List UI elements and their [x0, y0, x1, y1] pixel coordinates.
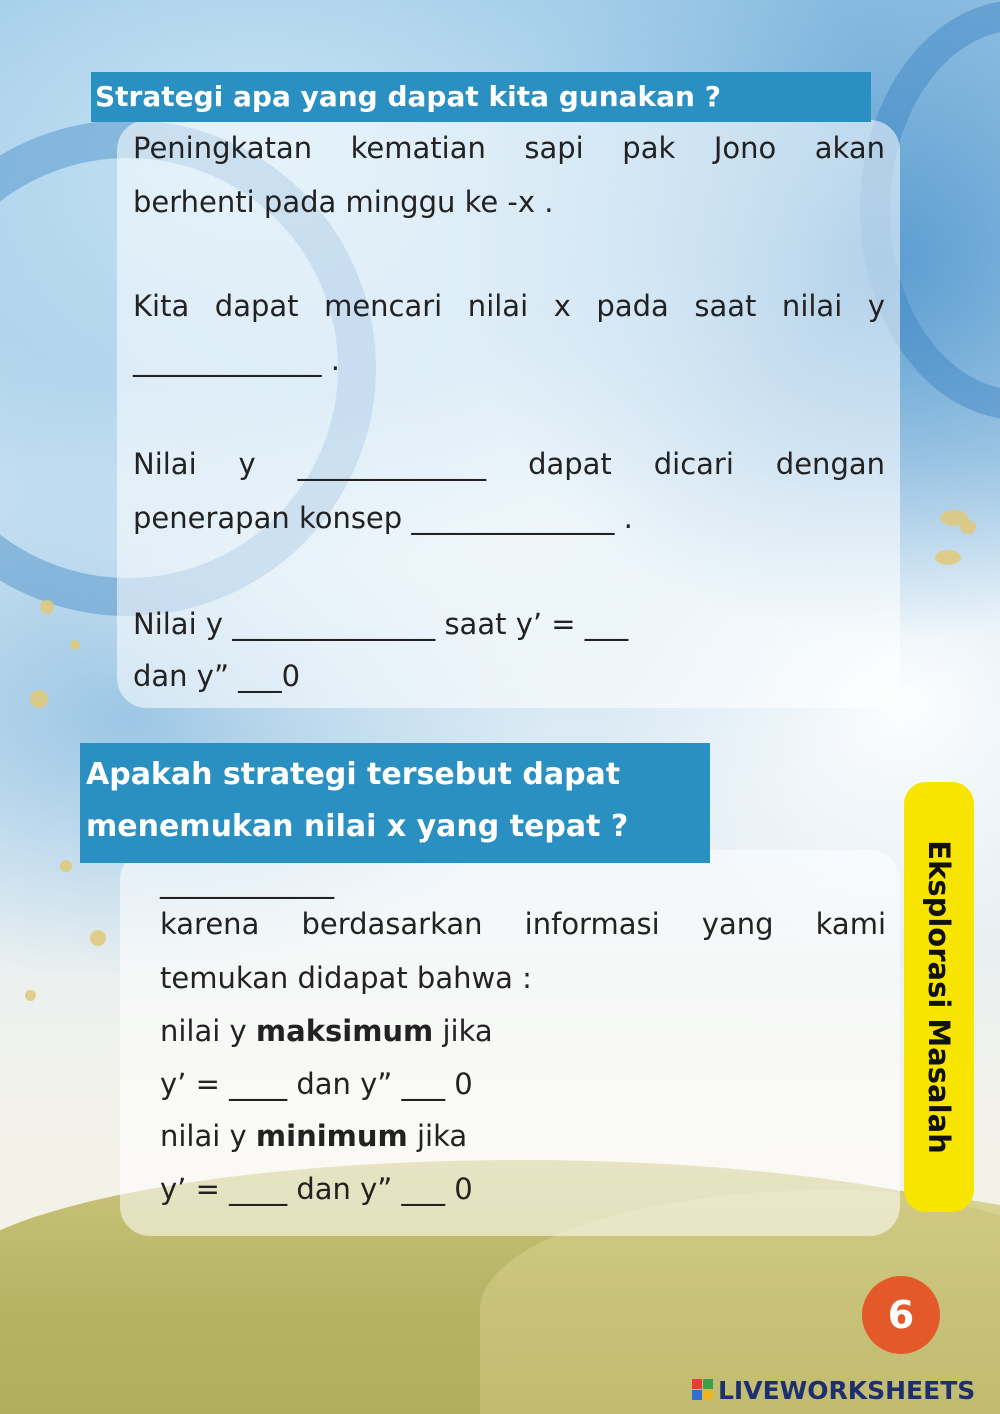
paragraph-line: temukan didapat bahwa :	[160, 961, 532, 995]
paragraph-line: Kita dapat mencari nilai x pada saat nilai y	[133, 289, 885, 323]
decorative-dot	[960, 520, 976, 534]
decorative-dot	[935, 550, 961, 565]
fill-in-blank-line[interactable]: penerapan konsep ______________ .	[133, 501, 633, 535]
liveworksheets-logo	[692, 1372, 975, 1408]
decorative-dot	[60, 860, 72, 872]
page-number-badge: 6	[862, 1276, 940, 1354]
text-span: jika	[407, 1119, 468, 1153]
bold-term: maksimum	[255, 1014, 434, 1048]
decorative-dot	[40, 600, 54, 614]
text-span: jika	[433, 1014, 493, 1048]
fill-in-blank-line[interactable]: y’ = ____ dan y” ___ 0	[160, 1067, 473, 1101]
minimum-condition-label	[160, 1110, 467, 1163]
decorative-dot	[90, 930, 106, 946]
decorative-dot	[25, 990, 36, 1001]
text-span: nilai y	[160, 1119, 256, 1153]
question-heading: Strategi apa yang dapat kita gunakan ?	[91, 72, 871, 122]
question-heading	[80, 743, 710, 863]
liveworksheets-logo-text: LIVEWORKSHEETS	[718, 1375, 976, 1405]
maximum-condition-label	[160, 1005, 493, 1058]
decorative-dot	[30, 690, 48, 708]
fill-in-blank-line[interactable]: Nilai y _____________ dapat dicari dengan	[133, 447, 885, 481]
fill-in-blank[interactable]: _____________ .	[133, 343, 340, 377]
decorative-dot	[70, 640, 80, 650]
question-heading-line: menemukan nilai x yang tepat ?	[86, 809, 629, 844]
paragraph-line: karena berdasarkan informasi yang kami	[160, 907, 886, 941]
fill-in-blank-line[interactable]: dan y” ___0	[133, 659, 301, 693]
section-side-tab-label: Eksplorasi Masalah	[922, 840, 956, 1154]
paragraph-line: Peningkatan kematian sapi pak Jono akan	[133, 131, 885, 165]
bold-term: minimum	[255, 1119, 408, 1153]
text-span: nilai y	[160, 1014, 256, 1048]
fill-in-blank-line[interactable]: y’ = ____ dan y” ___ 0	[160, 1172, 473, 1206]
answer-blank[interactable]: ____________	[160, 865, 334, 899]
liveworksheets-logo-icon	[692, 1379, 714, 1401]
question-heading-line: Apakah strategi tersebut dapat	[86, 757, 621, 792]
fill-in-blank-line[interactable]: Nilai y ______________ saat y’ = ___	[133, 607, 629, 641]
paragraph-line: berhenti pada minggu ke -x .	[133, 185, 554, 219]
